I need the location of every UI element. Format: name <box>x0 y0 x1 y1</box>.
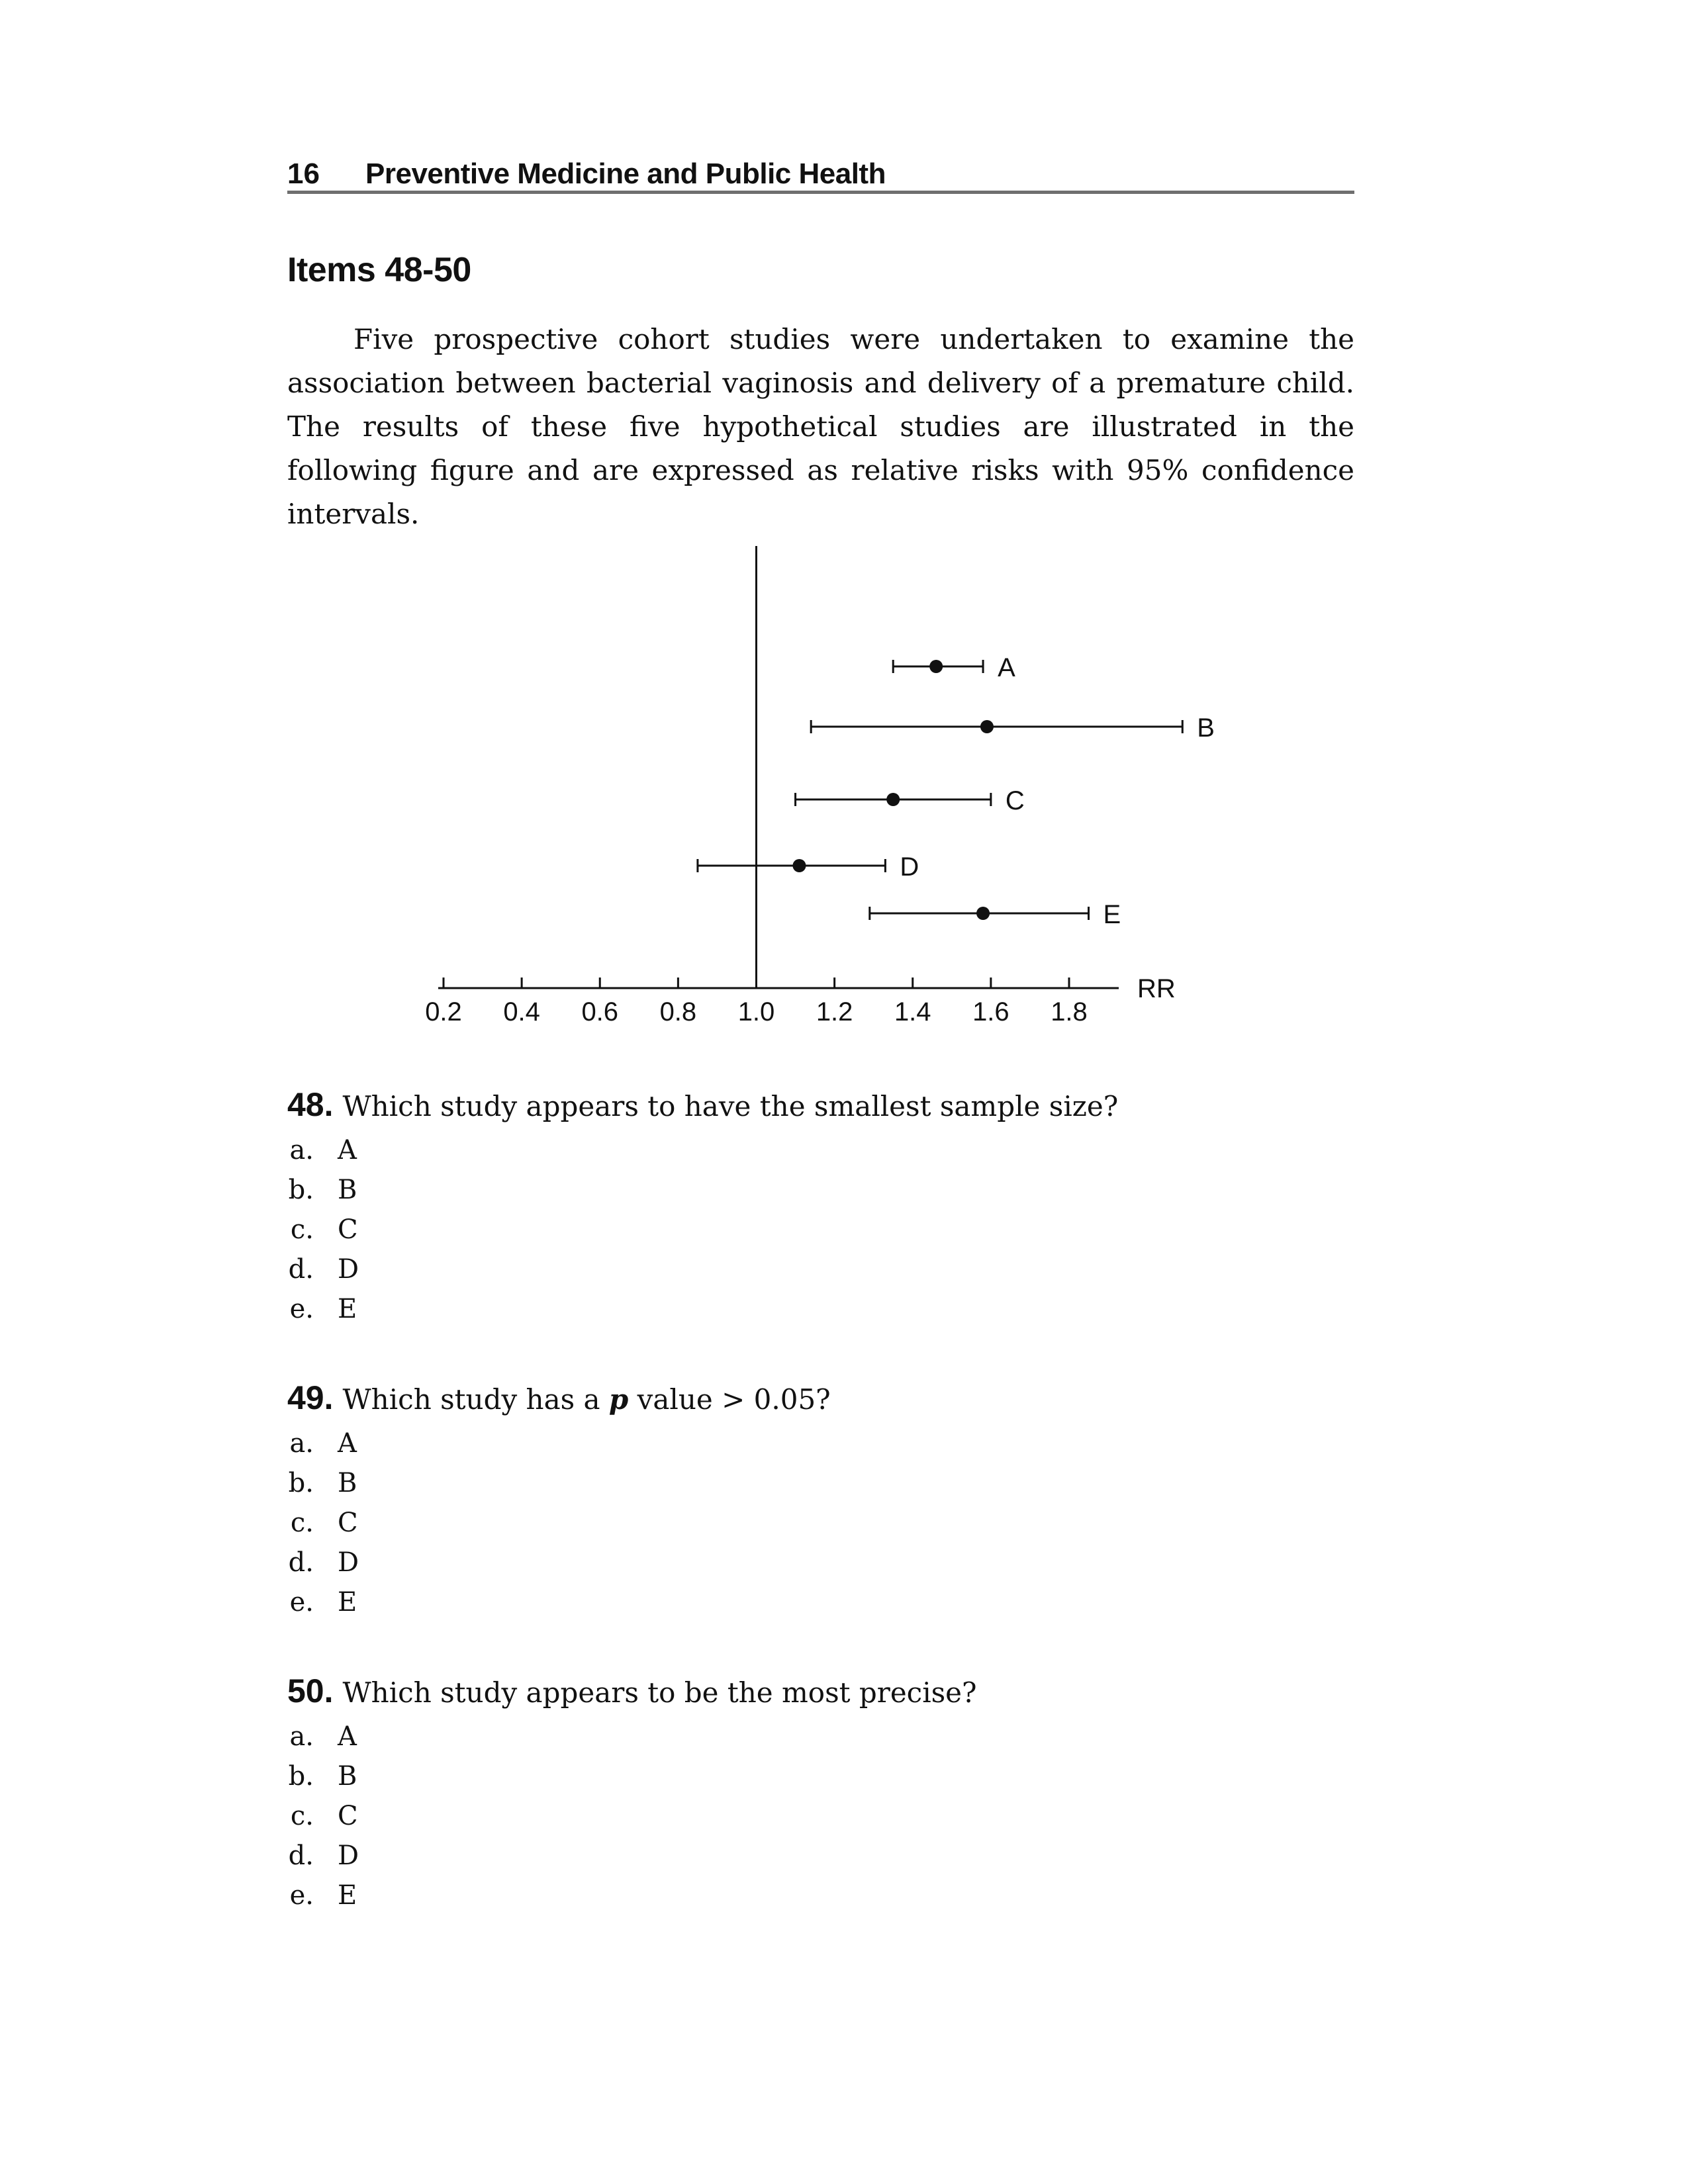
point-estimate <box>886 793 900 806</box>
option-letter: d. <box>288 1841 314 1871</box>
point-estimate <box>980 720 994 733</box>
study-b <box>811 713 1215 743</box>
study-label: E <box>1103 900 1121 929</box>
option-letter: c. <box>290 1508 314 1538</box>
study-c <box>796 786 1025 815</box>
x-tick-label: 1.6 <box>972 997 1009 1026</box>
option-b[interactable] <box>287 1756 1354 1796</box>
question-50 <box>287 1672 1354 1915</box>
option-text: B <box>338 1175 357 1205</box>
page-number: 16 <box>287 158 320 190</box>
option-text: A <box>338 1428 357 1459</box>
option-c[interactable] <box>287 1796 1354 1836</box>
option-b[interactable] <box>287 1463 1354 1503</box>
study-label: C <box>1005 786 1025 815</box>
question-number: 49. <box>287 1379 334 1416</box>
study-d <box>698 852 919 882</box>
x-tick-label: 1.2 <box>816 997 853 1026</box>
question-text-after: value > 0.05? <box>628 1383 831 1416</box>
option-text: C <box>338 1508 358 1538</box>
option-letter: a. <box>289 1428 314 1459</box>
question-text: Which study appears to be the most precise? <box>342 1676 977 1709</box>
option-text: C <box>338 1801 358 1831</box>
book-title: Preventive Medicine and Public Health <box>365 158 886 190</box>
option-letter: b. <box>288 1468 314 1498</box>
x-tick-label: 0.4 <box>503 997 540 1026</box>
option-letter: c. <box>290 1214 314 1245</box>
question-number: 48. <box>287 1086 334 1123</box>
x-axis <box>425 974 1176 1026</box>
option-c[interactable] <box>287 1210 1354 1250</box>
option-letter: d. <box>288 1547 314 1578</box>
intro-paragraph: Five prospective cohort studies were undertaken to examine the association between bacterial vaginosis and delivery of a premature child. The results of these five hypothetical studies are illustrated in the following figure and are expressed as relative risks with 95% confidence intervals. <box>287 323 1354 530</box>
option-a[interactable] <box>287 1717 1354 1756</box>
option-text: B <box>338 1468 357 1498</box>
study-label: A <box>998 653 1015 682</box>
x-tick-label: 1.0 <box>737 997 775 1026</box>
study-intervals <box>698 653 1215 929</box>
items-heading: Items 48-50 <box>287 251 471 289</box>
option-text: D <box>338 1547 359 1578</box>
answer-options <box>287 1717 1354 1915</box>
option-text: D <box>338 1254 359 1285</box>
option-text: E <box>338 1294 357 1324</box>
point-estimate <box>976 907 990 920</box>
x-axis-label: RR <box>1137 974 1176 1003</box>
point-estimate <box>929 660 943 673</box>
option-letter: b. <box>288 1761 314 1792</box>
option-letter: a. <box>289 1721 314 1752</box>
question-text: Which study appears to have the smallest sample size? <box>342 1090 1119 1122</box>
study-e <box>870 900 1121 929</box>
option-d[interactable] <box>287 1836 1354 1876</box>
option-b[interactable] <box>287 1170 1354 1210</box>
x-tick-label: 0.2 <box>425 997 462 1026</box>
question-text-before: Which study has a <box>342 1383 609 1416</box>
option-a[interactable] <box>287 1424 1354 1463</box>
question-text-italic: p <box>608 1383 629 1416</box>
option-letter: c. <box>290 1801 314 1831</box>
option-text: A <box>338 1721 357 1752</box>
option-text: E <box>338 1880 357 1911</box>
option-d[interactable] <box>287 1543 1354 1582</box>
question-49 <box>287 1379 1354 1622</box>
answer-options <box>287 1130 1354 1329</box>
option-text: A <box>338 1135 357 1165</box>
option-e[interactable] <box>287 1582 1354 1622</box>
option-letter: a. <box>289 1135 314 1165</box>
option-c[interactable] <box>287 1503 1354 1543</box>
option-text: D <box>338 1841 359 1871</box>
answer-options <box>287 1424 1354 1622</box>
option-a[interactable] <box>287 1130 1354 1170</box>
x-tick-label: 0.8 <box>659 997 697 1026</box>
option-e[interactable] <box>287 1289 1354 1329</box>
option-e[interactable] <box>287 1876 1354 1915</box>
option-letter: e. <box>289 1294 314 1324</box>
option-letter: e. <box>289 1880 314 1911</box>
option-text: B <box>338 1761 357 1792</box>
option-text: C <box>338 1214 358 1245</box>
x-tick-label: 1.8 <box>1051 997 1088 1026</box>
x-tick-label: 1.4 <box>894 997 931 1026</box>
study-label: D <box>900 852 919 882</box>
x-tick-label: 0.6 <box>581 997 619 1026</box>
option-letter: b. <box>288 1175 314 1205</box>
option-letter: d. <box>288 1254 314 1285</box>
question-number: 50. <box>287 1672 334 1709</box>
study-a <box>893 653 1015 682</box>
question-48 <box>287 1085 1354 1329</box>
option-letter: e. <box>289 1587 314 1617</box>
point-estimate <box>792 859 806 872</box>
study-label: B <box>1197 713 1215 743</box>
option-text: E <box>338 1587 357 1617</box>
option-d[interactable] <box>287 1250 1354 1289</box>
